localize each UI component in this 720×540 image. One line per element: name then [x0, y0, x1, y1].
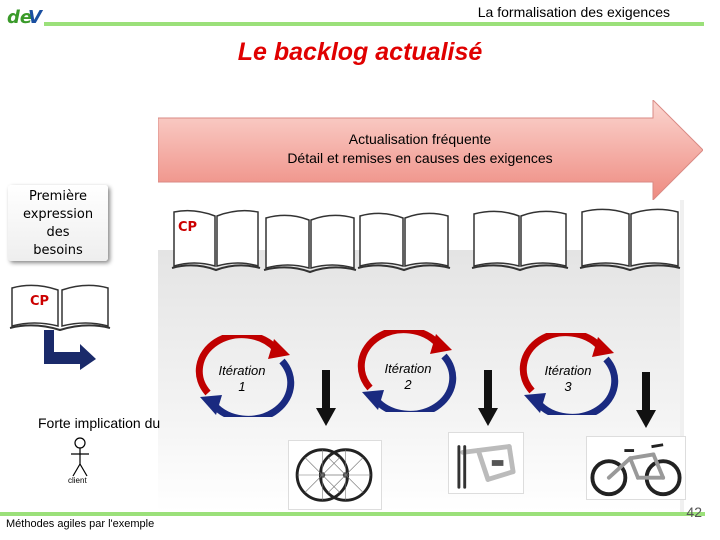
iteration-3-number: 3	[564, 379, 572, 394]
arrow-line-2: Détail et remises en causes des exigences	[287, 150, 553, 166]
first-needs-box	[8, 185, 108, 261]
besoins-line-2: expression	[22, 207, 94, 222]
arrow-text	[200, 130, 640, 168]
initial-book	[8, 284, 112, 332]
header-divider	[44, 22, 704, 26]
iteration-2-label	[368, 361, 448, 393]
page-number: 42	[686, 504, 702, 520]
header-title: La formalisation des exigences	[477, 4, 670, 20]
iteration-1-label	[202, 363, 282, 395]
down-arrow-2	[478, 370, 498, 426]
backlog-book-3	[356, 210, 452, 272]
backlog-book-5	[578, 206, 682, 272]
client-label: client	[68, 476, 87, 485]
arrow-line-1: Actualisation fréquente	[348, 131, 492, 147]
slide-title: Le backlog actualisé	[237, 38, 483, 66]
down-arrow-3	[636, 372, 656, 428]
logo	[6, 3, 46, 29]
besoins-line-3: des	[46, 225, 70, 240]
iteration-2-number: 2	[404, 377, 412, 392]
footer-divider	[0, 512, 705, 516]
backlog-book-1	[170, 208, 262, 272]
svg-text:de: de	[7, 7, 33, 28]
down-arrow-1	[316, 370, 336, 426]
footer-text: Méthodes agiles par l'exemple	[6, 518, 155, 530]
client-figure-icon	[66, 436, 94, 480]
iteration-1-word: Itération	[218, 363, 266, 378]
wheels-image	[288, 440, 382, 510]
backlog-book-4	[470, 208, 570, 272]
iteration-3-word: Itération	[544, 363, 592, 378]
besoins-line-1: Première	[29, 189, 87, 204]
iteration-2-word: Itération	[384, 361, 432, 376]
flow-arrow	[40, 330, 98, 370]
implication-text: Forte implication du	[38, 415, 161, 431]
backlog-book-2	[262, 212, 358, 274]
cp-label-top: CP	[178, 220, 198, 235]
cp-label-left: CP	[30, 294, 50, 309]
besoins-line-4: besoins	[33, 243, 83, 258]
iteration-3-label	[528, 363, 608, 395]
bike-frame-image	[448, 432, 524, 494]
iteration-1-number: 1	[238, 379, 246, 394]
svg-text:V: V	[28, 7, 42, 28]
mountain-bike-image	[586, 436, 686, 500]
